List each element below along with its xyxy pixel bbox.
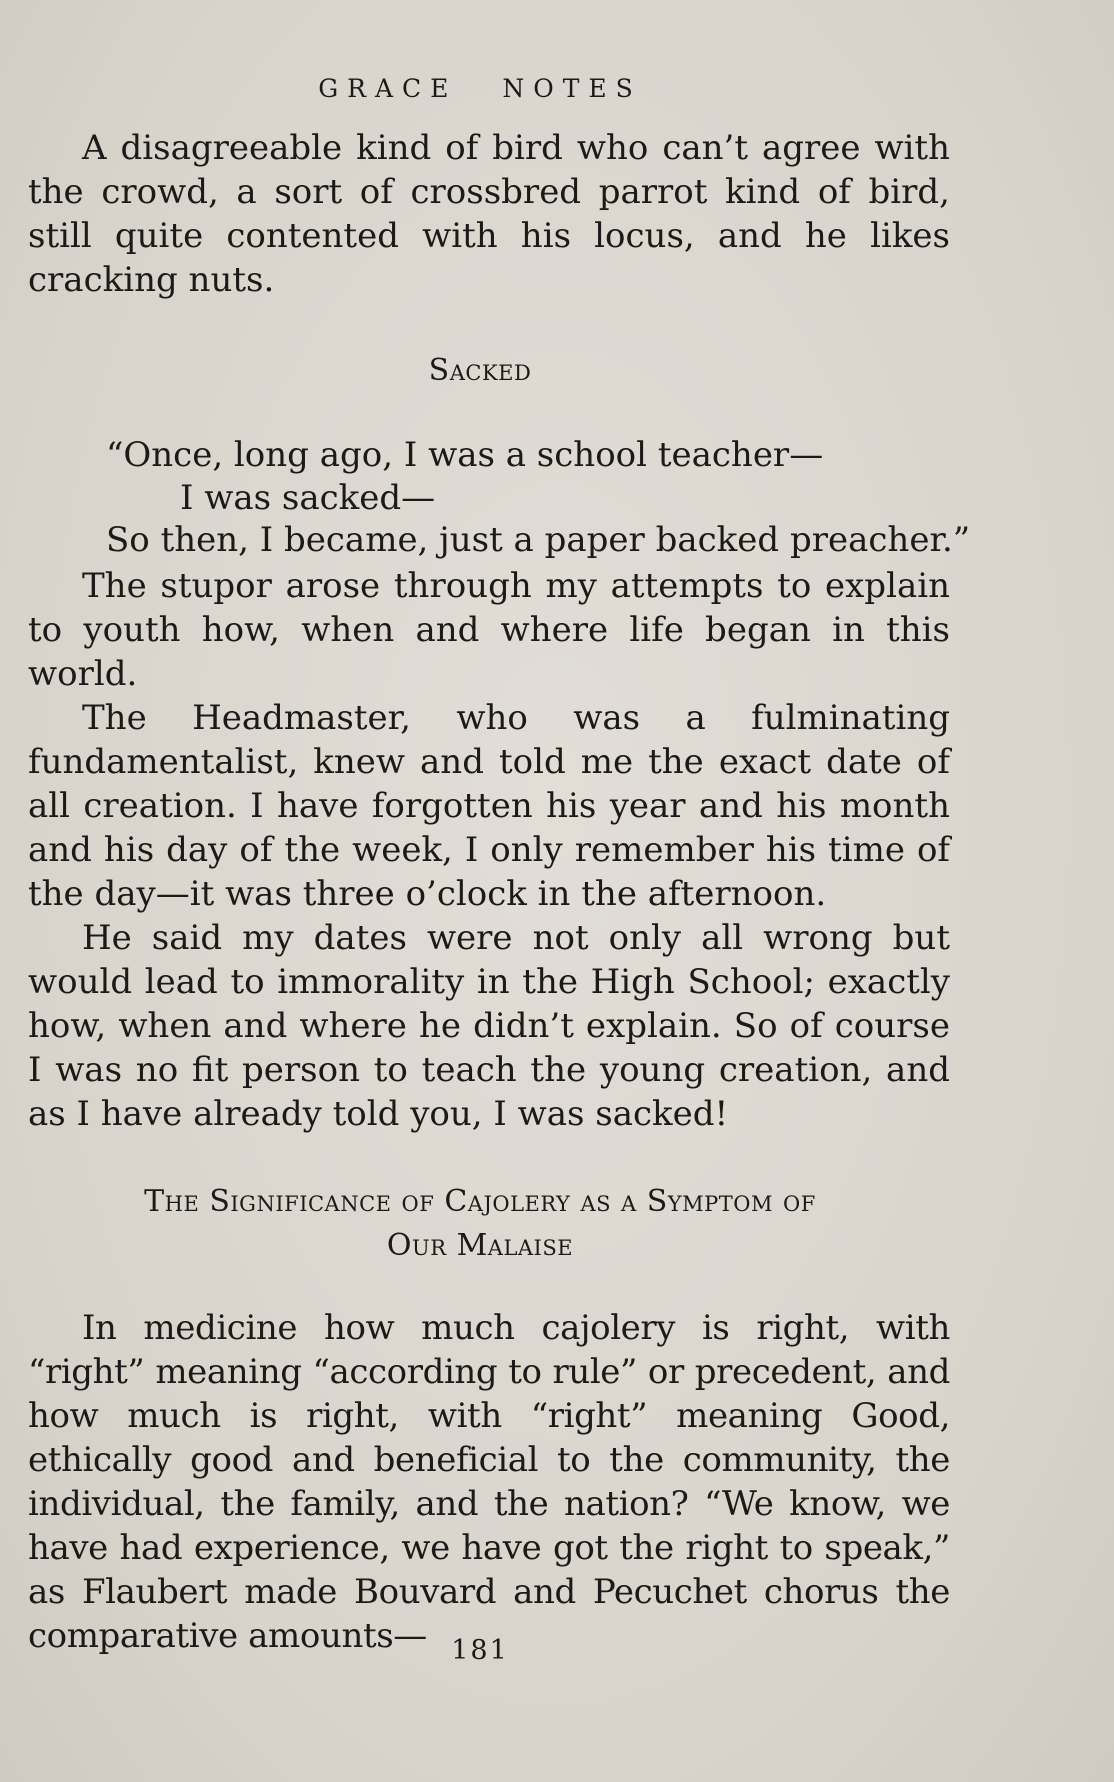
verse-line-3: So then, I became, just a paper backed preacher.” [106,520,971,560]
page-number: 181 [451,1635,509,1666]
sacked-body [28,564,950,1136]
verse-line-1: “Once, long ago, I was a school teacher— [106,435,824,475]
cajolery-body [28,1306,950,1658]
sacked-paragraph-2: The Headmaster, who was a fulminating fundamentalist, knew and told me the exact date of all creation. I have forgotten his year and his month and his day of the week, I only remember his time of the day—it was three o’clock in the afternoon. [28,698,950,914]
opening-text [28,126,950,302]
verse-line-2: I was sacked— [180,478,436,518]
sacked-paragraph-3: He said my dates were not only all wrong but would lead to immorality in the High School; exactly how, when and where he didn’t explain. So of course I was no fit person to teach the young creation, and as I have already told you, I was sacked! [28,918,950,1134]
opening-paragraph: A disagreeable kind of bird who can’t agree with the crowd, a sort of crossbred parrot kind of bird, still quite contented with his locus, and he likes cracking nuts. [28,128,950,300]
section-title-cajolery-line-1: The Significance of Cajolery as a Symptom of [144,1184,816,1219]
cajolery-paragraph: In medicine how much cajolery is right, with “right” meaning “according to rule” or precedent, and how much is right, with “right” meaning Good, ethically good and beneficial to the community, the individual, the family, and the nation? “We know, we have had experience, we have got the right to speak,” as Flaubert made Bouvard and Pecuchet chorus the comparative amounts— [28,1308,950,1656]
running-head: GRACE NOTES [318,74,642,103]
sacked-paragraph-1: The stupor arose through my attempts to explain to youth how, when and where life began in this world. [28,566,950,694]
section-title-sacked: Sacked [428,353,532,388]
section-title-cajolery-line-2: Our Malaise [386,1228,574,1263]
